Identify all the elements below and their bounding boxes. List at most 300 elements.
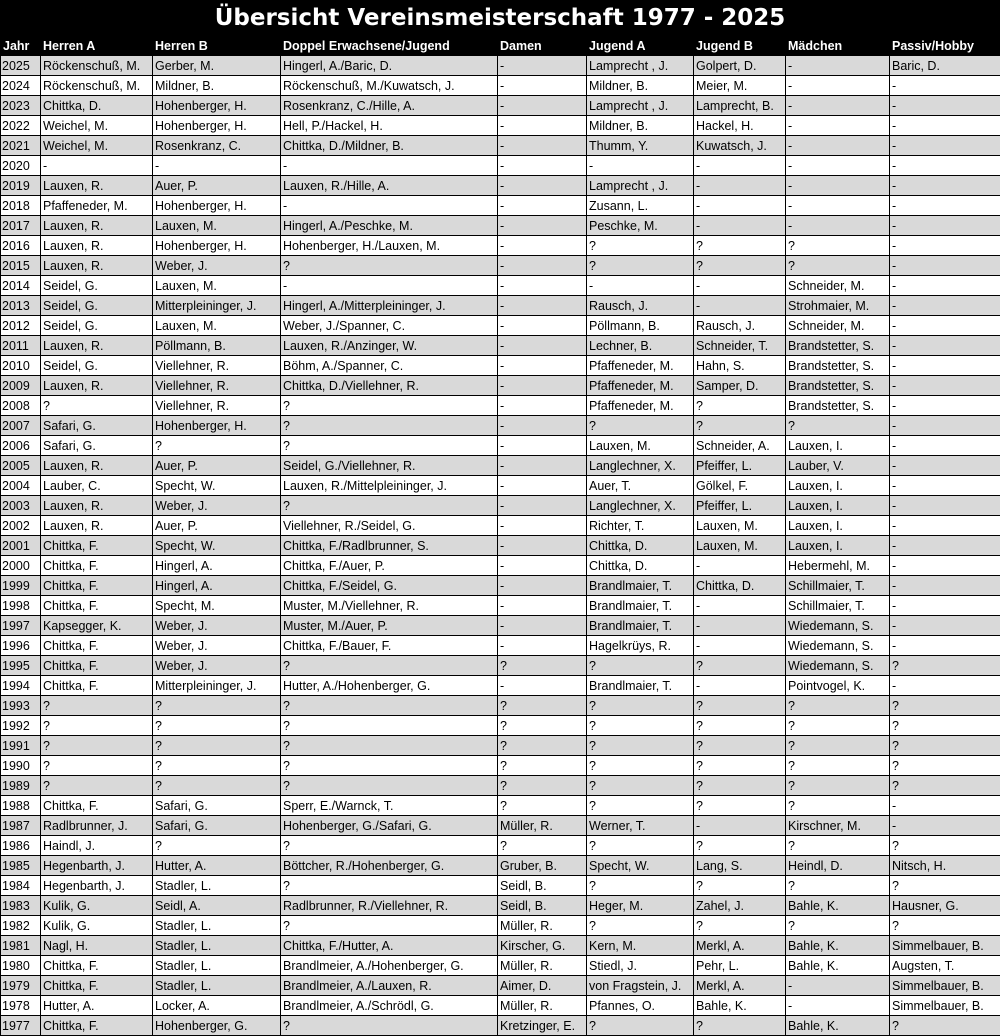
table-row [1, 596, 1000, 616]
table-row [1, 436, 1000, 456]
jugend-b-cell: Meier, M. [694, 76, 786, 96]
damen-cell: - [498, 596, 587, 616]
maedchen-cell: Lauxen, I. [786, 496, 890, 516]
passiv-hobby-cell: ? [890, 696, 1000, 716]
jugend-b-cell: Golpert, D. [694, 56, 786, 76]
herren-a-cell: Safari, G. [41, 416, 153, 436]
year-cell: 1990 [1, 756, 41, 776]
herren-a-cell: Lauxen, R. [41, 516, 153, 536]
herren-b-cell: Lauxen, M. [153, 216, 281, 236]
damen-cell: - [498, 236, 587, 256]
table-row [1, 216, 1000, 236]
doppel-cell: Böhm, A./Spanner, C. [281, 356, 498, 376]
damen-cell: - [498, 276, 587, 296]
jugend-a-cell: Brandlmaier, T. [587, 576, 694, 596]
table-row [1, 136, 1000, 156]
jugend-b-cell: ? [694, 736, 786, 756]
damen-cell: Seidl, B. [498, 896, 587, 916]
year-cell: 2006 [1, 436, 41, 456]
year-cell: 2023 [1, 96, 41, 116]
table-row [1, 956, 1000, 976]
passiv-hobby-cell: Baric, D. [890, 56, 1000, 76]
table-row [1, 876, 1000, 896]
passiv-hobby-cell: Simmelbauer, B. [890, 936, 1000, 956]
passiv-hobby-cell: ? [890, 876, 1000, 896]
table-row [1, 656, 1000, 676]
jugend-a-cell: Pfannes, O. [587, 996, 694, 1016]
maedchen-cell: - [786, 156, 890, 176]
doppel-cell: ? [281, 396, 498, 416]
herren-a-cell: Chittka, F. [41, 596, 153, 616]
jugend-a-cell: Thumm, Y. [587, 136, 694, 156]
herren-b-cell: Viellehner, R. [153, 396, 281, 416]
damen-cell: Seidl, B. [498, 876, 587, 896]
table-row [1, 896, 1000, 916]
year-cell: 1977 [1, 1016, 41, 1036]
doppel-cell: Chittka, F./Radlbrunner, S. [281, 536, 498, 556]
doppel-cell: - [281, 156, 498, 176]
maedchen-cell: ? [786, 716, 890, 736]
damen-cell: - [498, 296, 587, 316]
herren-b-cell: Auer, P. [153, 176, 281, 196]
table-row [1, 176, 1000, 196]
herren-b-cell: Lauxen, M. [153, 316, 281, 336]
doppel-cell: Hingerl, A./Peschke, M. [281, 216, 498, 236]
damen-cell: - [498, 316, 587, 336]
doppel-cell: Lauxen, R./Hille, A. [281, 176, 498, 196]
damen-cell: ? [498, 716, 587, 736]
doppel-cell: Hingerl, A./Mitterpleininger, J. [281, 296, 498, 316]
maedchen-cell: Brandstetter, S. [786, 336, 890, 356]
damen-cell: - [498, 396, 587, 416]
herren-b-cell: Specht, W. [153, 536, 281, 556]
jugend-b-cell: ? [694, 836, 786, 856]
herren-a-cell: Lauxen, R. [41, 236, 153, 256]
jugend-b-cell: Lauxen, M. [694, 536, 786, 556]
jugend-b-cell: Hackel, H. [694, 116, 786, 136]
passiv-hobby-cell: - [890, 296, 1000, 316]
jugend-a-cell: Brandlmaier, T. [587, 596, 694, 616]
maedchen-cell: ? [786, 836, 890, 856]
damen-cell: ? [498, 656, 587, 676]
herren-b-cell: Lauxen, M. [153, 276, 281, 296]
maedchen-cell: ? [786, 736, 890, 756]
jugend-b-cell: - [694, 636, 786, 656]
doppel-cell: Chittka, F./Hutter, A. [281, 936, 498, 956]
doppel-cell: ? [281, 776, 498, 796]
passiv-hobby-cell: ? [890, 716, 1000, 736]
jugend-b-cell: ? [694, 696, 786, 716]
jugend-b-cell: ? [694, 756, 786, 776]
jugend-b-cell: - [694, 216, 786, 236]
jugend-b-cell: Schneider, A. [694, 436, 786, 456]
passiv-hobby-cell: - [890, 416, 1000, 436]
damen-cell: Müller, R. [498, 956, 587, 976]
year-cell: 2021 [1, 136, 41, 156]
year-cell: 1984 [1, 876, 41, 896]
doppel-cell: Weber, J./Spanner, C. [281, 316, 498, 336]
maedchen-cell: ? [786, 236, 890, 256]
jugend-b-cell: - [694, 676, 786, 696]
maedchen-cell: - [786, 76, 890, 96]
jugend-b-cell: ? [694, 256, 786, 276]
jugend-a-cell: ? [587, 696, 694, 716]
jugend-b-cell: Chittka, D. [694, 576, 786, 596]
maedchen-cell: - [786, 216, 890, 236]
herren-a-cell: Lauxen, R. [41, 256, 153, 276]
herren-a-cell: Chittka, F. [41, 676, 153, 696]
herren-b-cell: Hohenberger, H. [153, 236, 281, 256]
year-cell: 2010 [1, 356, 41, 376]
jugend-a-cell: Lamprecht , J. [587, 176, 694, 196]
year-cell: 1998 [1, 596, 41, 616]
maedchen-cell: ? [786, 876, 890, 896]
jugend-a-cell: Pfaffeneder, M. [587, 376, 694, 396]
passiv-hobby-cell: ? [890, 656, 1000, 676]
passiv-hobby-cell: - [890, 176, 1000, 196]
damen-cell: ? [498, 776, 587, 796]
doppel-cell: Chittka, F./Bauer, F. [281, 636, 498, 656]
jugend-a-cell: ? [587, 236, 694, 256]
herren-a-cell: Röckenschuß, M. [41, 56, 153, 76]
damen-cell: - [498, 376, 587, 396]
year-cell: 2007 [1, 416, 41, 436]
jugend-a-cell: Werner, T. [587, 816, 694, 836]
table-row [1, 576, 1000, 596]
championship-table [0, 36, 1000, 1036]
table-row [1, 836, 1000, 856]
damen-cell: - [498, 556, 587, 576]
table-row [1, 76, 1000, 96]
maedchen-cell: - [786, 176, 890, 196]
doppel-cell: Hell, P./Hackel, H. [281, 116, 498, 136]
jugend-a-cell: Heger, M. [587, 896, 694, 916]
maedchen-cell: Hebermehl, M. [786, 556, 890, 576]
jugend-a-cell: ? [587, 256, 694, 276]
doppel-cell: Brandlmeier, A./Hohenberger, G. [281, 956, 498, 976]
jugend-a-cell: Brandlmaier, T. [587, 676, 694, 696]
jugend-b-cell: - [694, 596, 786, 616]
herren-a-cell: ? [41, 396, 153, 416]
herren-a-cell: Weichel, M. [41, 116, 153, 136]
jugend-a-cell: Mildner, B. [587, 116, 694, 136]
herren-b-cell: Seidl, A. [153, 896, 281, 916]
damen-cell: - [498, 116, 587, 136]
herren-a-cell: Kulik, G. [41, 896, 153, 916]
passiv-hobby-cell: ? [890, 736, 1000, 756]
herren-b-cell: ? [153, 756, 281, 776]
passiv-hobby-cell: ? [890, 756, 1000, 776]
passiv-hobby-cell: - [890, 436, 1000, 456]
maedchen-cell: - [786, 56, 890, 76]
herren-b-cell: Mitterpleininger, J. [153, 676, 281, 696]
jugend-b-cell: ? [694, 1016, 786, 1036]
herren-a-cell: Kulik, G. [41, 916, 153, 936]
year-cell: 1987 [1, 816, 41, 836]
herren-a-cell: Chittka, F. [41, 536, 153, 556]
year-cell: 2009 [1, 376, 41, 396]
table-row [1, 856, 1000, 876]
damen-cell: - [498, 676, 587, 696]
table-row [1, 976, 1000, 996]
herren-b-cell: - [153, 156, 281, 176]
table-row [1, 116, 1000, 136]
herren-b-cell: Hohenberger, H. [153, 96, 281, 116]
maedchen-cell: Strohmaier, M. [786, 296, 890, 316]
jugend-a-cell: Langlechner, X. [587, 496, 694, 516]
jugend-b-cell: ? [694, 416, 786, 436]
damen-cell: ? [498, 796, 587, 816]
column-header-passiv-hobby: Passiv/Hobby [890, 36, 1000, 56]
jugend-a-cell: ? [587, 776, 694, 796]
herren-b-cell: ? [153, 436, 281, 456]
damen-cell: - [498, 216, 587, 236]
herren-b-cell: Weber, J. [153, 656, 281, 676]
table-row [1, 716, 1000, 736]
table-row [1, 356, 1000, 376]
year-cell: 2013 [1, 296, 41, 316]
damen-cell: - [498, 416, 587, 436]
passiv-hobby-cell: - [890, 96, 1000, 116]
jugend-b-cell: ? [694, 916, 786, 936]
maedchen-cell: ? [786, 256, 890, 276]
herren-a-cell: Radlbrunner, J. [41, 816, 153, 836]
maedchen-cell: Bahle, K. [786, 1016, 890, 1036]
jugend-a-cell: ? [587, 416, 694, 436]
jugend-b-cell: ? [694, 776, 786, 796]
passiv-hobby-cell: - [890, 616, 1000, 636]
damen-cell: - [498, 176, 587, 196]
herren-a-cell: Hegenbarth, J. [41, 876, 153, 896]
maedchen-cell: - [786, 136, 890, 156]
column-header-herren-a: Herren A [41, 36, 153, 56]
year-cell: 2000 [1, 556, 41, 576]
table-row [1, 1016, 1000, 1036]
table-row [1, 396, 1000, 416]
damen-cell: - [498, 496, 587, 516]
maedchen-cell: Lauxen, I. [786, 536, 890, 556]
doppel-cell: ? [281, 656, 498, 676]
doppel-cell: ? [281, 836, 498, 856]
year-cell: 2004 [1, 476, 41, 496]
doppel-cell: Chittka, F./Auer, P. [281, 556, 498, 576]
jugend-b-cell: Zahel, J. [694, 896, 786, 916]
herren-a-cell: Kapsegger, K. [41, 616, 153, 636]
year-cell: 1997 [1, 616, 41, 636]
maedchen-cell: Kirschner, M. [786, 816, 890, 836]
herren-b-cell: Hingerl, A. [153, 576, 281, 596]
header-row [1, 36, 1000, 56]
damen-cell: - [498, 256, 587, 276]
year-cell: 2011 [1, 336, 41, 356]
year-cell: 1995 [1, 656, 41, 676]
year-cell: 2024 [1, 76, 41, 96]
maedchen-cell: Brandstetter, S. [786, 396, 890, 416]
year-cell: 1996 [1, 636, 41, 656]
doppel-cell: Viellehner, R./Seidel, G. [281, 516, 498, 536]
table-row [1, 496, 1000, 516]
doppel-cell: Hutter, A./Hohenberger, G. [281, 676, 498, 696]
year-cell: 2014 [1, 276, 41, 296]
year-cell: 1985 [1, 856, 41, 876]
jugend-b-cell: Pfeiffer, L. [694, 456, 786, 476]
herren-b-cell: Mildner, B. [153, 76, 281, 96]
doppel-cell: - [281, 276, 498, 296]
herren-a-cell: Seidel, G. [41, 276, 153, 296]
herren-a-cell: ? [41, 756, 153, 776]
doppel-cell: Muster, M./Viellehner, R. [281, 596, 498, 616]
jugend-a-cell: Hagelkrüys, R. [587, 636, 694, 656]
table-row [1, 236, 1000, 256]
jugend-a-cell: Chittka, D. [587, 536, 694, 556]
jugend-b-cell: Lamprecht, B. [694, 96, 786, 116]
jugend-a-cell: Pfaffeneder, M. [587, 356, 694, 376]
herren-a-cell: Seidel, G. [41, 356, 153, 376]
jugend-a-cell: Kern, M. [587, 936, 694, 956]
jugend-b-cell: - [694, 816, 786, 836]
doppel-cell: Hohenberger, H./Lauxen, M. [281, 236, 498, 256]
table-row [1, 636, 1000, 656]
year-cell: 1981 [1, 936, 41, 956]
passiv-hobby-cell: - [890, 596, 1000, 616]
passiv-hobby-cell: ? [890, 836, 1000, 856]
damen-cell: - [498, 616, 587, 636]
jugend-b-cell: Bahle, K. [694, 996, 786, 1016]
maedchen-cell: Bahle, K. [786, 936, 890, 956]
year-cell: 2019 [1, 176, 41, 196]
doppel-cell: ? [281, 496, 498, 516]
herren-b-cell: Stadler, L. [153, 936, 281, 956]
maedchen-cell: Lauxen, I. [786, 476, 890, 496]
passiv-hobby-cell: - [890, 396, 1000, 416]
maedchen-cell: - [786, 976, 890, 996]
maedchen-cell: Schillmaier, T. [786, 576, 890, 596]
year-cell: 2002 [1, 516, 41, 536]
maedchen-cell: Bahle, K. [786, 896, 890, 916]
herren-b-cell: Mitterpleininger, J. [153, 296, 281, 316]
passiv-hobby-cell: - [890, 376, 1000, 396]
passiv-hobby-cell: - [890, 136, 1000, 156]
herren-a-cell: Lauxen, R. [41, 496, 153, 516]
herren-a-cell: Lauxen, R. [41, 376, 153, 396]
table-row [1, 776, 1000, 796]
year-cell: 1983 [1, 896, 41, 916]
passiv-hobby-cell: - [890, 156, 1000, 176]
jugend-b-cell: Merkl, A. [694, 936, 786, 956]
maedchen-cell: ? [786, 776, 890, 796]
maedchen-cell: - [786, 996, 890, 1016]
jugend-a-cell: Richter, T. [587, 516, 694, 536]
jugend-b-cell: Schneider, T. [694, 336, 786, 356]
herren-a-cell: Nagl, H. [41, 936, 153, 956]
table-row [1, 376, 1000, 396]
doppel-cell: Seidel, G./Viellehner, R. [281, 456, 498, 476]
doppel-cell: ? [281, 696, 498, 716]
doppel-cell: Sperr, E./Warnck, T. [281, 796, 498, 816]
jugend-b-cell: ? [694, 656, 786, 676]
damen-cell: - [498, 576, 587, 596]
doppel-cell: Lauxen, R./Anzinger, W. [281, 336, 498, 356]
damen-cell: Müller, R. [498, 816, 587, 836]
passiv-hobby-cell: - [890, 256, 1000, 276]
herren-b-cell: Specht, M. [153, 596, 281, 616]
doppel-cell: Lauxen, R./Mittelpleininger, J. [281, 476, 498, 496]
herren-b-cell: Auer, P. [153, 456, 281, 476]
year-cell: 2003 [1, 496, 41, 516]
jugend-a-cell: ? [587, 876, 694, 896]
jugend-b-cell: - [694, 196, 786, 216]
year-cell: 1988 [1, 796, 41, 816]
jugend-b-cell: ? [694, 716, 786, 736]
passiv-hobby-cell: - [890, 636, 1000, 656]
doppel-cell: Chittka, F./Seidel, G. [281, 576, 498, 596]
herren-b-cell: Specht, W. [153, 476, 281, 496]
jugend-a-cell: ? [587, 756, 694, 776]
table-row [1, 936, 1000, 956]
column-header-maedchen: Mädchen [786, 36, 890, 56]
passiv-hobby-cell: ? [890, 776, 1000, 796]
herren-b-cell: Hohenberger, H. [153, 416, 281, 436]
maedchen-cell: Wiedemann, S. [786, 656, 890, 676]
jugend-b-cell: Merkl, A. [694, 976, 786, 996]
year-cell: 1993 [1, 696, 41, 716]
page-title: Übersicht Vereinsmeisterschaft 1977 - 2025 [0, 0, 1000, 36]
year-cell: 2017 [1, 216, 41, 236]
jugend-a-cell: Mildner, B. [587, 76, 694, 96]
damen-cell: Müller, R. [498, 996, 587, 1016]
jugend-a-cell: Zusann, L. [587, 196, 694, 216]
maedchen-cell: ? [786, 416, 890, 436]
herren-b-cell: ? [153, 716, 281, 736]
herren-a-cell: Haindl, J. [41, 836, 153, 856]
year-cell: 2018 [1, 196, 41, 216]
maedchen-cell: ? [786, 916, 890, 936]
passiv-hobby-cell: Simmelbauer, B. [890, 976, 1000, 996]
herren-b-cell: Rosenkranz, C. [153, 136, 281, 156]
damen-cell: - [498, 96, 587, 116]
herren-a-cell: Lauber, C. [41, 476, 153, 496]
year-cell: 1982 [1, 916, 41, 936]
maedchen-cell: - [786, 96, 890, 116]
jugend-b-cell: Kuwatsch, J. [694, 136, 786, 156]
herren-a-cell: Chittka, F. [41, 576, 153, 596]
herren-a-cell: Chittka, F. [41, 636, 153, 656]
damen-cell: - [498, 456, 587, 476]
year-cell: 2005 [1, 456, 41, 476]
passiv-hobby-cell: - [890, 236, 1000, 256]
passiv-hobby-cell: - [890, 796, 1000, 816]
damen-cell: - [498, 336, 587, 356]
column-header-jugend-a: Jugend A [587, 36, 694, 56]
jugend-b-cell: Samper, D. [694, 376, 786, 396]
table-row [1, 556, 1000, 576]
table-row [1, 616, 1000, 636]
passiv-hobby-cell: - [890, 276, 1000, 296]
jugend-a-cell: Lamprecht , J. [587, 56, 694, 76]
herren-a-cell: Seidel, G. [41, 296, 153, 316]
maedchen-cell: Lauber, V. [786, 456, 890, 476]
maedchen-cell: Heindl, D. [786, 856, 890, 876]
herren-a-cell: Lauxen, R. [41, 336, 153, 356]
doppel-cell: Hohenberger, G./Safari, G. [281, 816, 498, 836]
herren-b-cell: Pöllmann, B. [153, 336, 281, 356]
column-header-damen: Damen [498, 36, 587, 56]
jugend-a-cell: - [587, 276, 694, 296]
table-row [1, 536, 1000, 556]
herren-b-cell: Weber, J. [153, 616, 281, 636]
year-cell: 1991 [1, 736, 41, 756]
maedchen-cell: Wiedemann, S. [786, 616, 890, 636]
